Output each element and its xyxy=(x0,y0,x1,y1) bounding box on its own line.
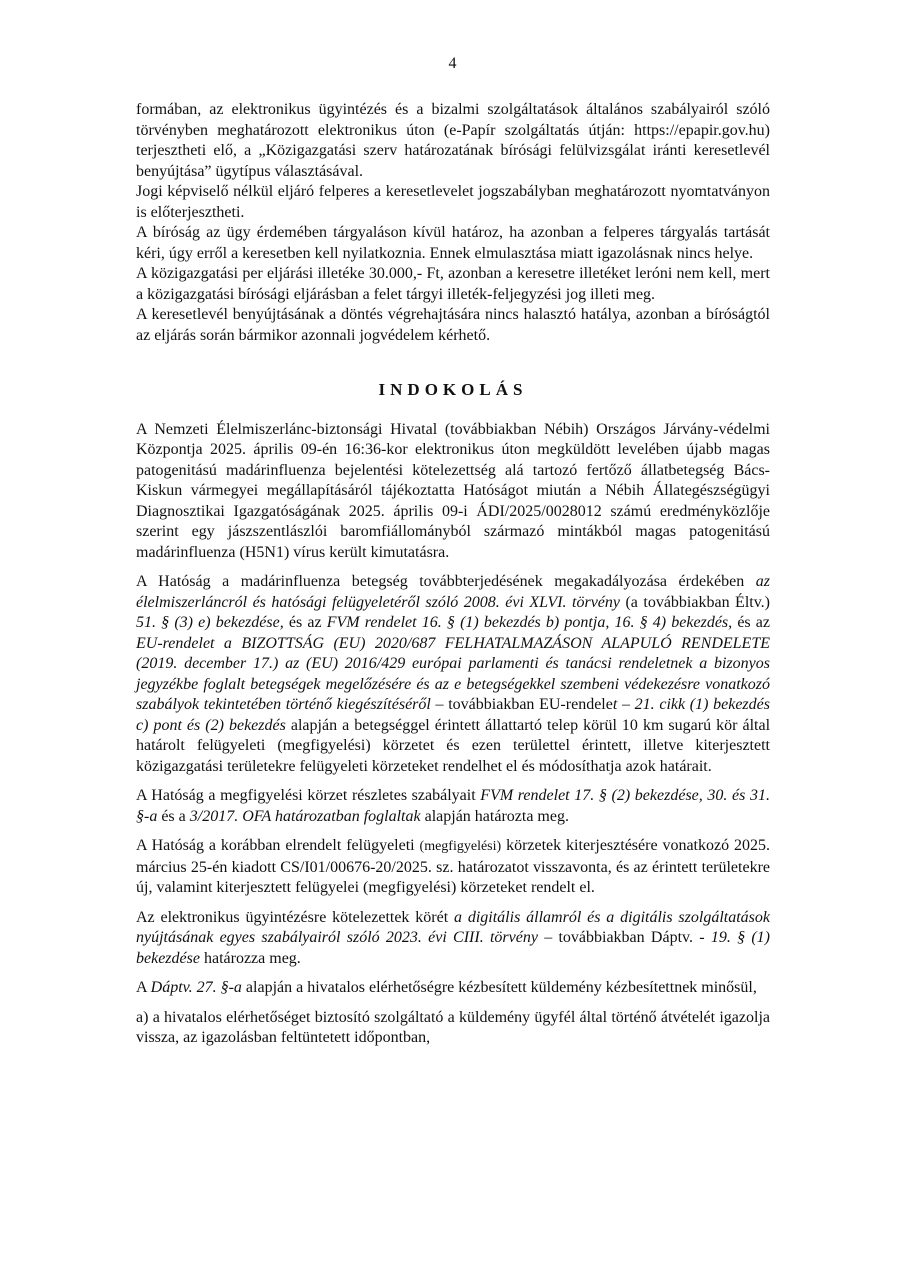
paragraph-legal-basis: A Hatóság a madárinfluenza betegség továbbterjedésének megakadályozása érdekében az élelmiszerláncról és hatósági felügyeletéről szóló 2008. évi XLVI. törvény (a továbbiakban Éltv.) 51. § (3) e) bekezdése, és az FVM rendelet 16. § (1) bekezdés b) pontja, 16. § 4) bekezdés, és az EU-rendelet a BIZOTTSÁG (EU) 2020/687 FELHATALMAZÁSON ALAPULÓ RENDELETE (2019. december 17.) az (EU) 2016/429 európai parlamenti és tanácsi rendeletnek a bizonyos jegyzékbe foglalt betegségek megelőzésére és az e betegségekkel szembeni védekezésre vonatkozó szabályok tekintetében történő kiegészítéséről – továbbiakban EU-rendelet – 21. cikk (1) bekezdés c) pont és (2) bekezdés alapján a betegséggel érintett állattartó telep körül 10 km sugarú kör által határolt felügyeleti (megfigyelési) körzetet és ezen területtel érintett, illetve kiterjesztett közigazgatási területekre felügyeleti körzeteket rendelhet el és módosíthatja azok határait. xyxy=(136,573,771,775)
paragraph-delivery-rule: A Dáptv. 27. §-a alapján a hivatalos elérhetőségre kézbesített küldemény kézbesítettnek minősül, xyxy=(136,979,757,996)
paragraph-electronic-admin: Az elektronikus ügyintézésre kötelezettek körét a digitális államról és a digitális szolgáltatások nyújtásának egyes szabályairól szóló 2023. évi CIII. törvény – továbbiakban Dáptv. - 19. § (1) bekezdése határozza meg. xyxy=(136,908,770,967)
paragraph-fee: A közigazgatási per eljárási illetéke 30.000,- Ft, azonban a keresetre illetéket leróni nem kell, mert a közigazgatási bírósági eljárásban a felet tárgyi illeték-feljegyzési jog illeti meg. xyxy=(136,265,770,303)
paragraph-form-submission: Jogi képviselő nélkül eljáró felperes a keresetlevelet jogszabályban meghatározott nyomtatványon is előterjesztheti. xyxy=(136,183,770,221)
paragraph-hearing: A bíróság az ügy érdemében tárgyaláson kívül határoz, ha azonban a felperes tárgyalás tartását kéri, úgy erről a keresetben kell nyilatkoznia. Ennek elmulasztása miatt igazolásnak nincs helye. xyxy=(136,224,770,262)
paragraph-filing-method: formában, az elektronikus ügyintézés és a bizalmi szolgáltatások általános szabályairól szóló törvényben meghatározott elektronikus úton (e-Papír szolgáltatás útján: https://epapir.gov.hu) terjesztheti elő, a „Közigazgatási szerv határozatának bírósági felülvizsgálat iránti keresetlevél benyújtása” ügytípus választásával. xyxy=(136,101,770,180)
paragraph-observation-zone-rules: A Hatóság a megfigyelési körzet részletes szabályait FVM rendelet 17. § (2) bekezdése, 30. és 31. §-a és a 3/2017. OFA határozatban foglaltak alapján határozta meg. xyxy=(136,787,770,825)
paragraph-revocation: A Hatóság a korábban elrendelt felügyeleti (megfigyelési) körzetek kiterjesztésére vonatkozó 2025. március 25-én kiadott CS/I01/00676-20/2025. sz. határozatot visszavonta, és az érintett területekre új, valamint kiterjesztett felügyelei (megfigyelési) körzeteket rendelt el. xyxy=(136,837,770,896)
paragraph-notification: A Nemzeti Élelmiszerlánc-biztonsági Hivatal (továbbiakban Nébih) Országos Járvány-védelmi Központja 2025. április 09-én 16:36-kor elektronikus úton megküldött levelében újabb magas patogenitású madárinfluenza bejelentési kötelezettség alá tartozó fertőző állatbetegség Bács-Kiskun vármegyei megállapításáról tájékoztatta Hatóságot miután a Nébih Állategészségügyi Diagnosztikai Igazgatóságának 2025. április 09-i ÁDI/2025/0028012 számú eredményközlője szerint egy jászszentlászlói baromfiállományból származó mintákból magas patogenitású madárinfluenza (H5N1) vírus került kimutatásra. xyxy=(136,420,770,561)
section-heading-indokolas: INDOKOLÁS xyxy=(378,380,528,399)
page-number: 4 xyxy=(448,55,457,72)
document-body xyxy=(136,100,770,1049)
paragraph-suspensive-effect: A keresetlevél benyújtásának a döntés végrehajtására nincs halasztó hatálya, azonban a bíróságtól az eljárás során bármikor azonnali jogvédelem kérhető. xyxy=(136,306,770,344)
paragraph-delivery-item-a: a) a hivatalos elérhetőséget biztosító szolgáltató a küldemény ügyfél által történő átvételét igazolja vissza, az igazolásban feltüntetett időpontban, xyxy=(136,1008,770,1046)
